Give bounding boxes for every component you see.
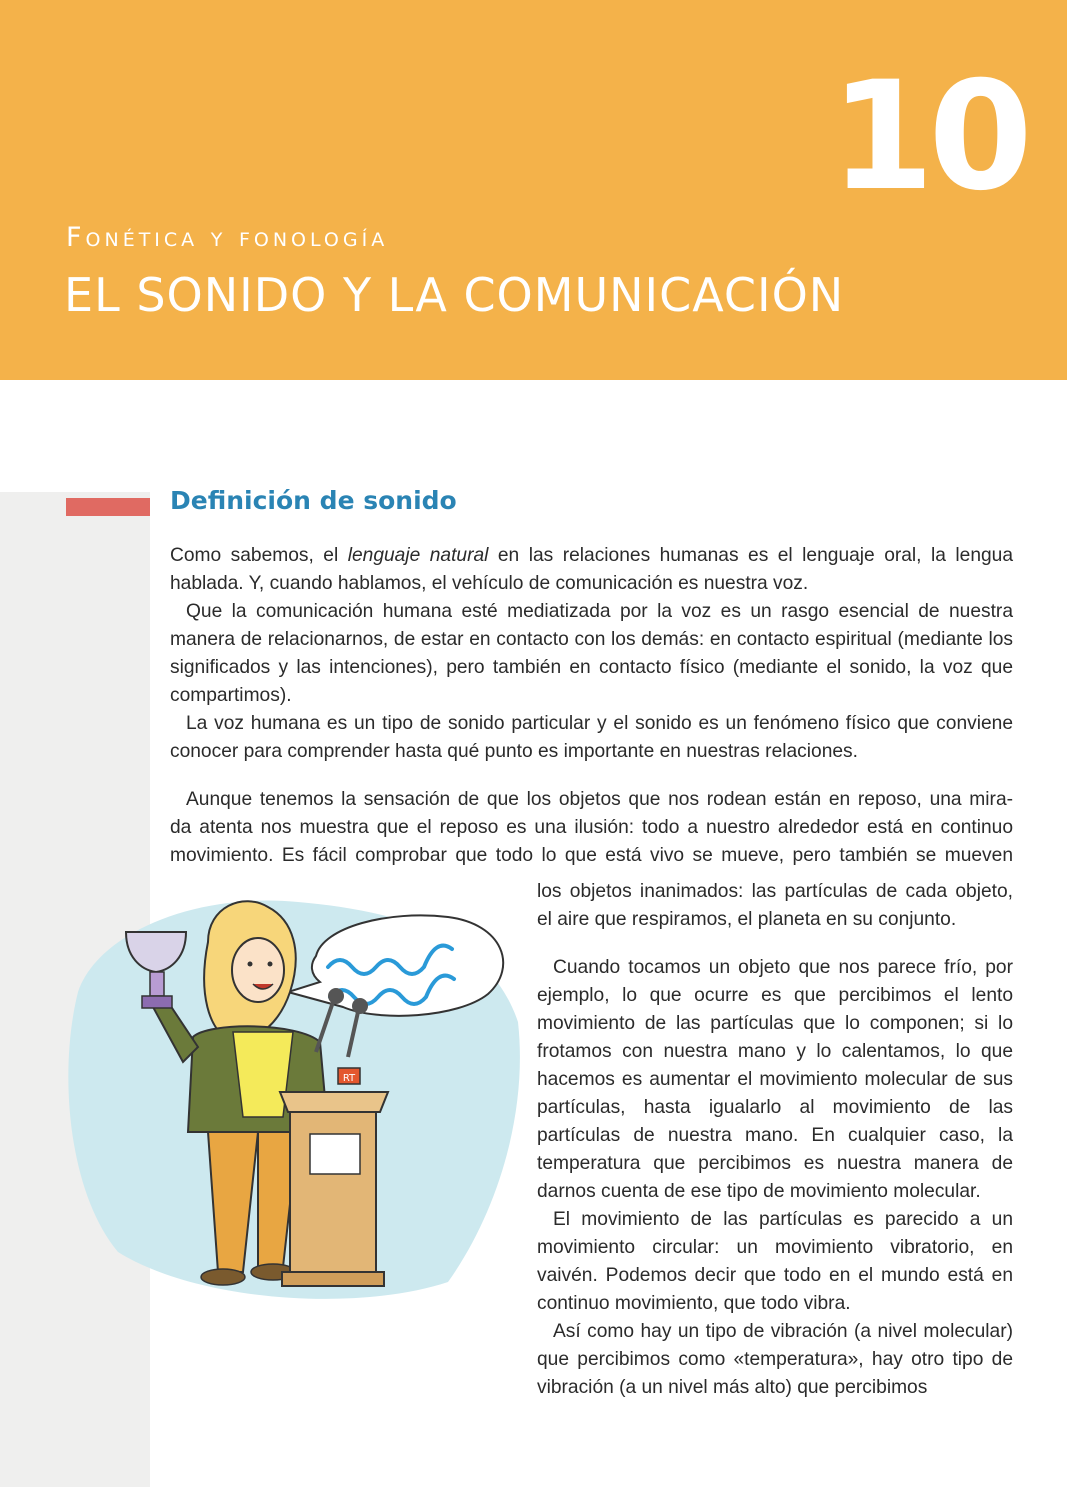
- paragraph-2: Que la comunicación humana esté mediatizada por la voz es un rasgo esencial de nuestra manera de relacionarnos, de estar en contacto con los demás: en contacto espiritual (mediante los significados y las intenciones), pero también en contacto físico (mediante el sonido, la voz que compartimos).: [170, 601, 1013, 706]
- paragraph-4-line: da atenta nos muestra que el reposo es una ilusión: todo a nuestro alrededor está en continuo: [170, 817, 1013, 838]
- paragraph-4: [170, 786, 1013, 870]
- chapter-number: 10: [830, 50, 1027, 224]
- paragraph-1: Como sabemos, el lenguaje natural en las relaciones humanas es el lenguaje oral, la lengua hablada. Y, cuando hablamos, el vehículo de comunicación es nuestra voz.: [170, 545, 1014, 594]
- column-text-block: [537, 878, 1013, 1402]
- paragraph-7: Así como hay un tipo de vibración (a nivel molecular) que percibimos como «temperatura», hay otro tipo de vibración (a un nivel más alto) que percibimos: [537, 1321, 1013, 1398]
- paragraph-6: El movimiento de las partículas es parecido a un movimiento circular: un movimiento vibratorio, en vaivén. Podemos decir que todo en el mundo está en continuo movimiento, que todo vibra.: [537, 1209, 1013, 1314]
- emphasis-lenguaje-natural: lenguaje natural: [347, 545, 489, 566]
- lectern-microphone-label: RT: [342, 1073, 356, 1084]
- paragraph-5: Cuando tocamos un objeto que nos parece frío, por ejemplo, lo que ocurre es que percibimos el lento movimiento de las partículas que lo componen; si lo frotamos con nuestra mano y lo calentamos, lo que hacemos es aumentar el movimiento molecular de sus partículas, hasta igualarlo al movimiento de las partículas de nuestra mano. En cualquier caso, la temperatura que percibimos es nuestra manera de darnos cuenta de ese tipo de movimiento molecular.: [537, 957, 1013, 1202]
- face: [232, 938, 284, 1002]
- chapter-title: EL SONIDO Y LA COMUNICACIÓN: [64, 268, 845, 322]
- paragraph-3: La voz humana es un tipo de sonido particular y el sonido es un fenómeno físico que conviene conocer para comprender hasta qué punto es importante en nuestras relaciones.: [170, 713, 1013, 762]
- section-heading: Definición de sonido: [170, 486, 457, 515]
- paragraph-4-line: Aunque tenemos la sensación de que los objetos que nos rodean están en reposo, una mira-: [186, 789, 1013, 810]
- paragraph-4-line: los objetos inanimados: las partículas de cada objeto,: [537, 881, 1013, 902]
- paragraph-4-continued: [537, 878, 1013, 934]
- section-marker: [66, 498, 150, 516]
- speaker-illustration: [58, 872, 528, 1312]
- chapter-kicker: Fonética y fonología: [66, 222, 389, 253]
- paragraph-4-line: el aire que respiramos, el planeta en su conjunto.: [537, 909, 957, 930]
- intro-text-block: [170, 542, 1013, 870]
- paragraph-4-line: movimiento. Es fácil comprobar que todo lo que está vivo se mueve, pero también se mueven: [170, 845, 1013, 866]
- lectern: [280, 1092, 388, 1112]
